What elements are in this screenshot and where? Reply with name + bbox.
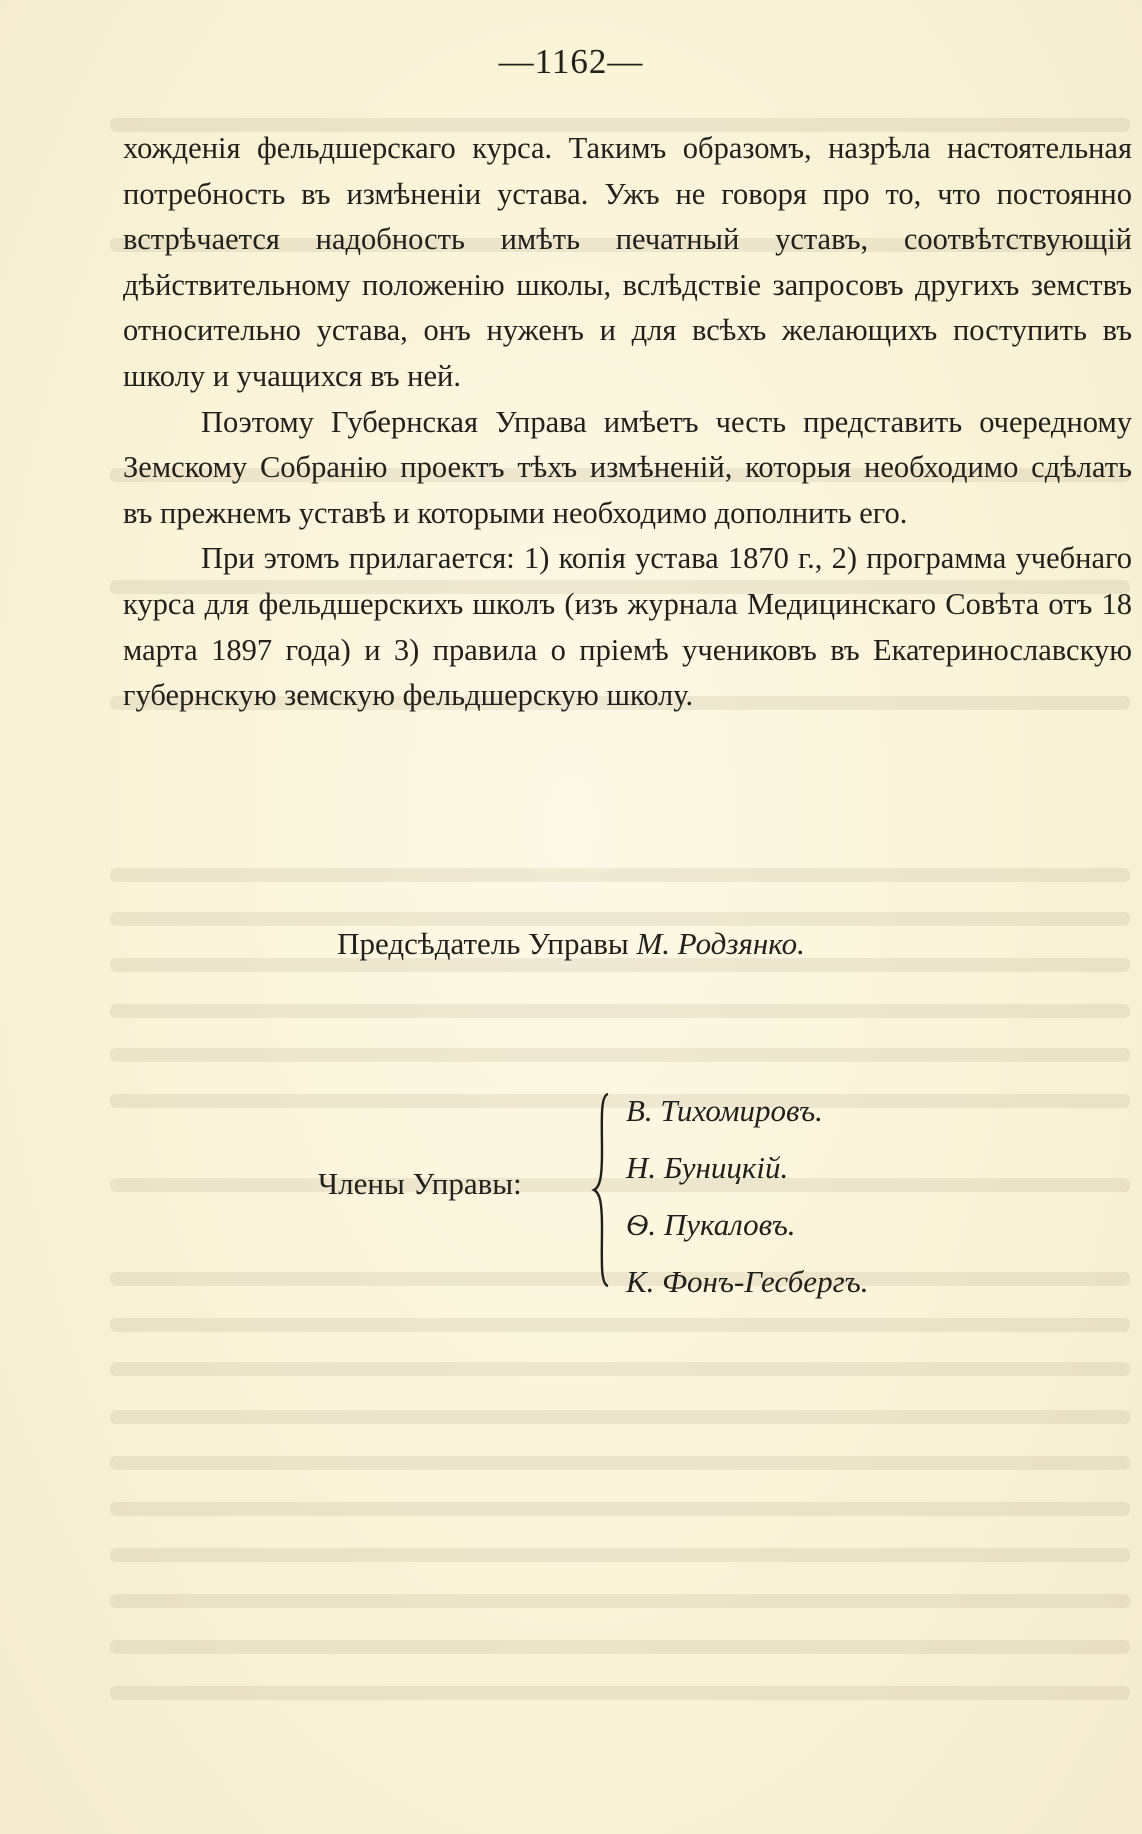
members-label: Члены Управы: (318, 1166, 522, 1201)
member-name: Н. Буницкій. (626, 1150, 789, 1185)
chairman-name: М. Родзянко. (636, 926, 805, 961)
page-number: —1162— (498, 42, 644, 81)
member-name: К. Фонъ-Гесбергъ. (626, 1264, 869, 1299)
members-list (626, 1082, 869, 1310)
chairman-signature (0, 926, 1142, 962)
chairman-title: Предсѣдатель Управы (337, 926, 629, 961)
paragraph-continuation: хожденія фельдшерскаго курса. Такимъ образомъ, назрѣла настоятельная потребность въ измѣненіи устава. Ужъ не говоря про то, что постоянно встрѣчается надобность имѣть печатный уставъ, соотвѣтствующій дѣйствительному положенію школы, вслѣдствіе запросовъ другихъ земствъ относительно устава, онъ нуженъ и для всѣхъ желающихъ поступить въ школу и учащихся въ ней. (123, 131, 1132, 393)
paragraph-attachments: При этомъ прилагается: 1) копія устава 1870 г., 2) программа учебнаго курса для фельдшерскихъ школъ (изъ журнала Медицинскаго Совѣта отъ 18 марта 1897 года) и 3) правила о пріемѣ учениковъ въ Екатеринославскую губернскую земскую фельдшерскую школу. (123, 541, 1132, 713)
body-text (123, 126, 1132, 719)
member-name: Ѳ. Пукаловъ. (626, 1207, 796, 1242)
brace-icon (590, 1092, 614, 1288)
member-name: В. Тихомировъ. (626, 1093, 823, 1128)
paragraph-proposal: Поэтому Губернская Управа имѣетъ честь представить очередному Земскому Собранію проектъ тѣхъ измѣненій, которыя необходимо сдѣлать въ прежнемъ уставѣ и которыми необходимо дополнить его. (123, 404, 1132, 530)
